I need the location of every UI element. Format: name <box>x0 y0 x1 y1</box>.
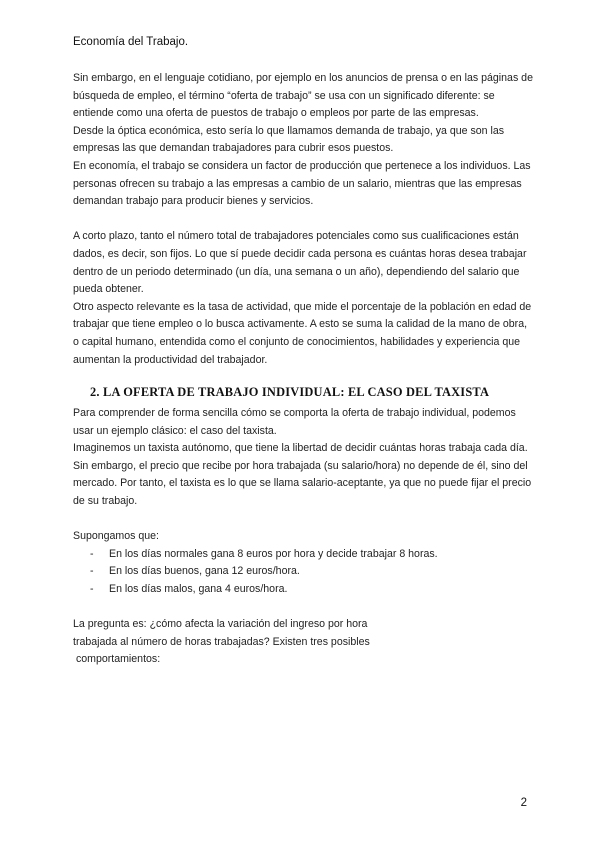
paragraph-spacer <box>73 599 533 617</box>
bullet-marker: - <box>90 583 94 596</box>
section-heading: 2. LA OFERTA DE TRABAJO INDIVIDUAL: EL CASO DEL TAXISTA <box>90 385 490 400</box>
list-item-text: En los días normales gana 8 euros por hora y decide trabajar 8 horas. <box>109 547 438 560</box>
paragraph-intro-5: Otro aspecto relevante es la tasa de actividad, que mide el porcentaje de la población en edad de trabajar que tiene empleo o lo busca activamente. A esto se suma la calidad de la mano de obra, o capital humano, entendida como el conjunto de conocimientos, habilidades y experiencia que aumentan la productividad del trabajador. <box>73 300 532 366</box>
bullet-marker: - <box>90 565 94 578</box>
paragraph-intro-1: Sin embargo, en el lenguaje cotidiano, por ejemplo en los anuncios de prensa o en las páginas de búsqueda de empleo, el término “oferta de trabajo” se usa con un significado diferente: se entiende como una oferta de puestos de trabajo o empleos por parte de las empresas. <box>73 72 533 120</box>
bullet-marker: - <box>90 547 94 560</box>
paragraph-section-2: Imaginemos un taxista autónomo, que tiene la libertad de decidir cuántas horas trabaja cada día. Sin embargo, el precio que recibe por hora trabajada (su salario/hora) no depende de él, sino del mercado. Por tanto, el taxista es lo que se llama salario-aceptante, ya que no puede fijar el precio de su trabajo. <box>73 442 532 508</box>
paragraph-suppose: Supongamos que: <box>73 530 159 543</box>
bullet-list <box>73 546 533 599</box>
paragraph-intro-4: A corto plazo, tanto el número total de trabajadores potenciales como sus cualificaciones están dados, es decir, son fijos. Lo que sí puede decidir cada persona es cuántas horas desea trabajar dentro de un periodo determinado (un día, una semana o un año), dependiendo del salario que pueda obtener. <box>73 230 527 296</box>
running-header: Economía del Trabajo. <box>73 36 189 48</box>
list-item <box>73 563 533 581</box>
paragraph-spacer <box>73 211 533 229</box>
paragraph-section-1: Para comprender de forma sencilla cómo se comporta la oferta de trabajo individual, podemos usar un ejemplo clásico: el caso del taxista. <box>73 407 516 437</box>
paragraph-spacer <box>73 511 533 529</box>
question-line: trabajada al número de horas trabajadas? Existen tres posibles <box>73 635 370 648</box>
list-item <box>73 581 533 599</box>
list-item <box>73 546 533 564</box>
page-number: 2 <box>520 797 527 809</box>
list-item-text: En los días buenos, gana 12 euros/hora. <box>109 565 300 578</box>
paragraph-intro-2: Desde la óptica económica, esto sería lo que llamamos demanda de trabajo, ya que son las empresas las que demandan trabajadores para cubrir esos puestos. <box>73 124 505 155</box>
question-line: La pregunta es: ¿cómo afecta la variación del ingreso por hora <box>73 618 368 631</box>
paragraph-intro-3: En economía, el trabajo se considera un factor de producción que pertenece a los individuos. Las personas ofrecen su trabajo a las empresas a cambio de un salario, mientras que las empresas demandan trabajo para producir bienes y servicios. <box>73 159 531 208</box>
list-item-text: En los días malos, gana 4 euros/hora. <box>109 583 288 596</box>
page-body <box>73 70 533 669</box>
question-line: comportamientos: <box>73 653 161 666</box>
